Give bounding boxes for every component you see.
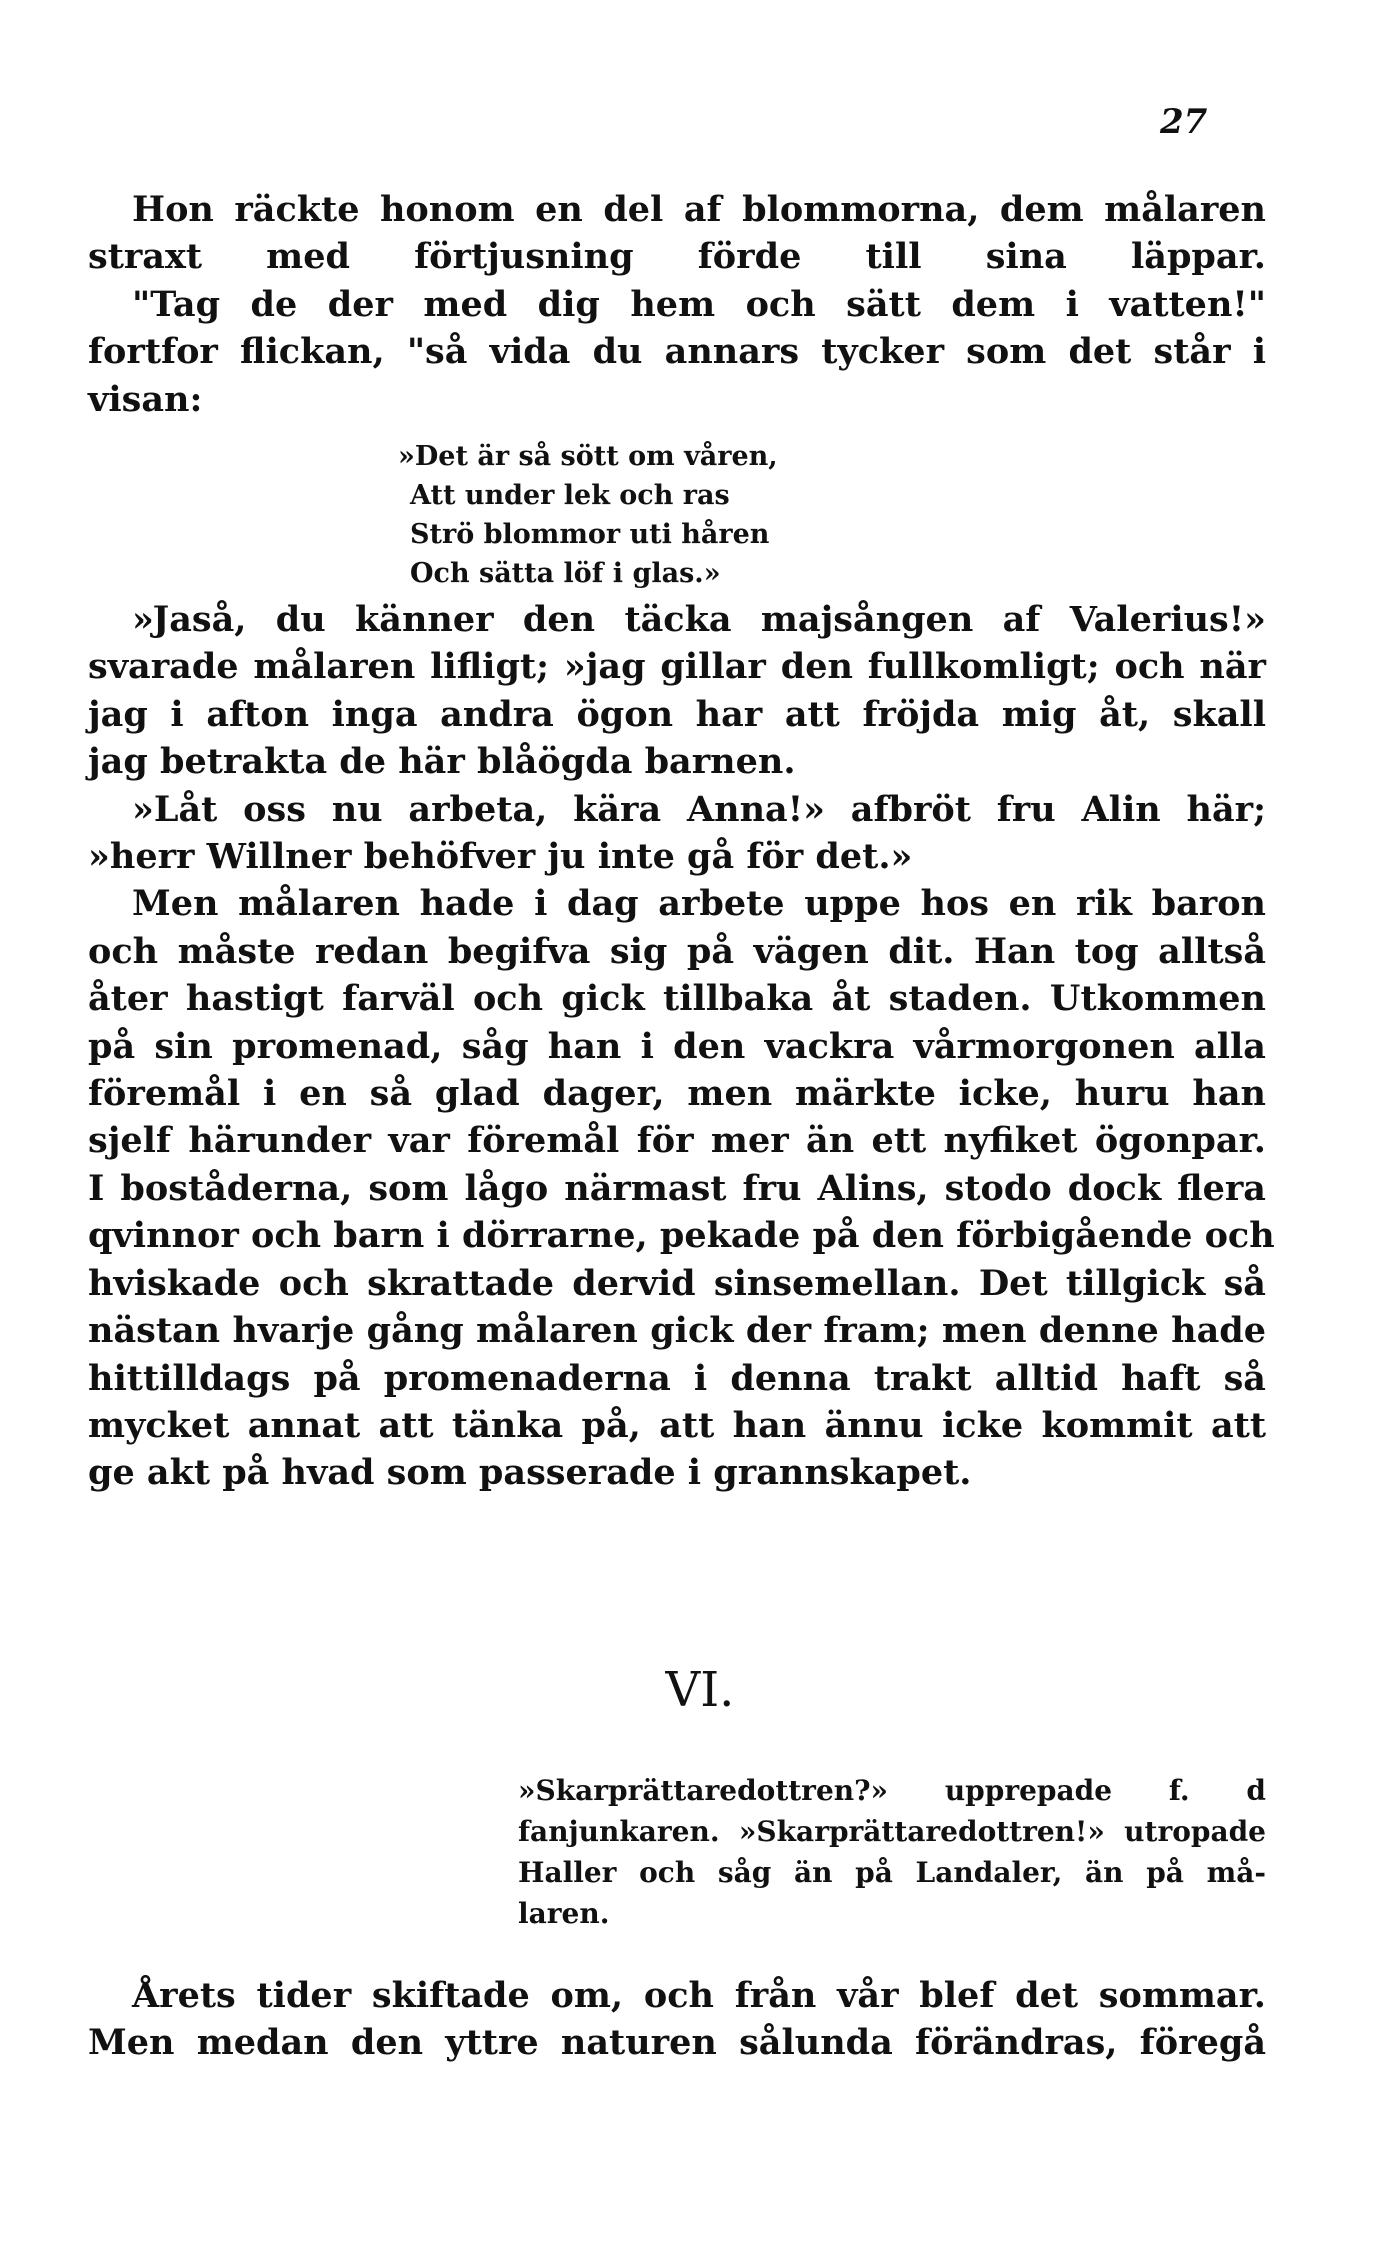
epigraph-line: fanjunkaren. »Skarprättaredottren!» utropade <box>518 1815 1266 1848</box>
text-line: Men medan den yttre naturen sålunda förändras, föregå <box>88 2022 1266 2064</box>
verse-line: Att under lek och ras <box>410 480 730 511</box>
verse-line: Strö blommor uti håren <box>410 519 770 550</box>
text-line: hviskade och skrattade dervid sinsemellan. Det tillgick så <box>88 1262 1266 1304</box>
chapter-epigraph <box>518 1770 1266 1934</box>
paragraph-2 <box>88 596 1275 1497</box>
text-line: sjelf härunder var föremål för mer än ett nyfiket ögonpar. <box>88 1120 1266 1162</box>
text-line: hittilldags på promenaderna i denna trakt alltid haft så <box>88 1357 1266 1399</box>
epigraph-line: Haller och såg än på Landaler, än på må- <box>518 1856 1266 1889</box>
text-line: ge akt på hvad som passerade i grannskapet. <box>88 1452 972 1494</box>
epigraph-line: »Skarprättaredottren?» upprepade f. d <box>518 1774 1266 1807</box>
text-line: och måste redan begifva sig på vägen dit. Han tog alltså <box>88 930 1266 972</box>
chapter-heading: VI. <box>665 1662 735 1718</box>
text-line: åter hastigt farväl och gick tillbaka åt staden. Utkommen <box>88 978 1266 1020</box>
text-line: straxt med förtjusning förde till sina läppar. <box>88 236 1266 278</box>
verse-line: Och sätta löf i glas.» <box>410 558 721 589</box>
text-line: jag i afton inga andra ögon har att fröjda mig åt, skall <box>88 693 1266 735</box>
text-line: nästan hvarje gång målaren gick der fram; men denne hade <box>88 1310 1266 1352</box>
text-line: fortfor flickan, "så vida du annars tycker som det står i <box>88 331 1266 373</box>
text-line: svarade målaren lifligt; »jag gillar den fullkomligt; och när <box>88 646 1266 688</box>
text-line: qvinnor och barn i dörrarne, pekade på den förbigående och <box>88 1215 1275 1257</box>
text-line: jag betrakta de här blåögda barnen. <box>88 741 796 783</box>
text-line: »Jaså, du känner den täcka majsången af Valerius!» <box>132 599 1266 640</box>
text-line: »Låt oss nu arbeta, kära Anna!» afbröt fru Alin här; <box>132 788 1266 830</box>
verse-line: »Det är så sött om våren, <box>398 441 778 472</box>
text-line: på sin promenad, såg han i den vackra vårmorgonen alla <box>88 1025 1266 1067</box>
text-line: Men målaren hade i dag arbete uppe hos en rik baron <box>132 883 1266 925</box>
text-line: "Tag de der med dig hem och sätt dem i vatten!" <box>132 283 1266 325</box>
text-line: Årets tider skiftade om, och från vår blef det sommar. <box>132 1975 1266 2016</box>
text-line: »herr Willner behöfver ju inte gå för det.» <box>88 836 913 878</box>
text-line: mycket annat att tänka på, att han ännu icke kommit att <box>88 1404 1266 1446</box>
text-line: Hon räckte honom en del af blommorna, dem målaren <box>132 189 1266 230</box>
text-line: I boståderna, som lågo närmast fru Alins, stodo dock flera <box>88 1167 1266 1209</box>
paragraph-3 <box>88 1972 1266 2067</box>
text-line: visan: <box>88 378 203 420</box>
paragraph-1 <box>88 186 1266 423</box>
page-number: 27 <box>1160 102 1208 142</box>
epigraph-line: laren. <box>518 1897 610 1930</box>
verse-quote <box>398 437 778 593</box>
text-line: föremål i en så glad dager, men märkte icke, huru han <box>88 1073 1266 1115</box>
